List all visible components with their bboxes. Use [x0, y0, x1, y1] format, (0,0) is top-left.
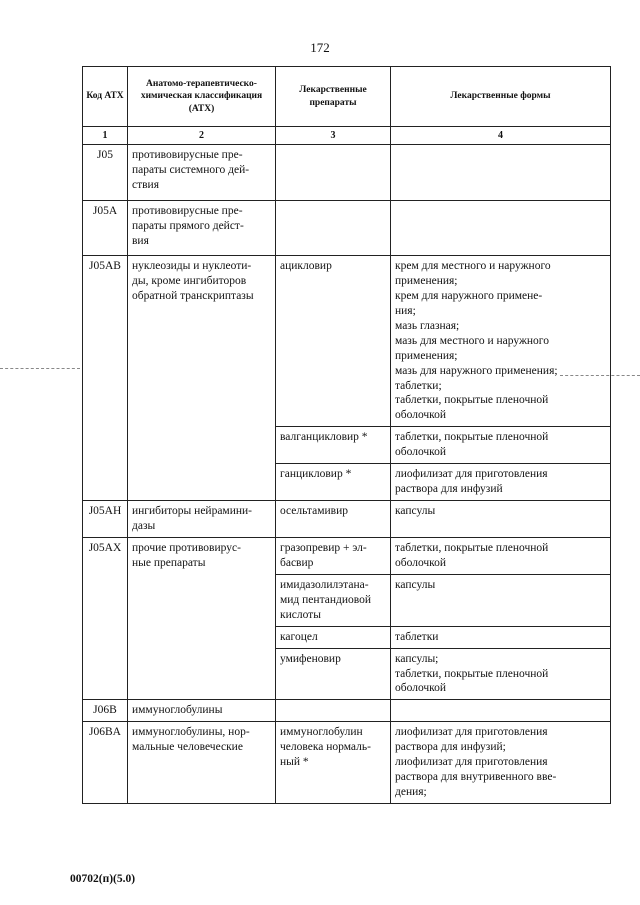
column-number: 3 — [276, 127, 391, 145]
dosage-forms: капсулы — [391, 574, 611, 626]
atx-table — [82, 66, 611, 804]
atx-classification: иммуноглобулины, нор- мальные человеческие — [128, 722, 276, 804]
dosage-forms: таблетки — [391, 626, 611, 648]
dosage-forms: крем для местного и наружного применения; крем для наружного примене- ния; мазь глазная; мазь для местного и наружного применения; мазь для наружного применения; таблетки; таблетки, покрытые пленочной оболочкой — [391, 256, 611, 427]
drug-name: валганцикловир * — [276, 427, 391, 464]
atx-classification: прочие противовирус- ные препараты — [128, 537, 276, 699]
drug-name: ацикловир — [276, 256, 391, 427]
table-row — [83, 700, 611, 722]
drug-name: умифеновир — [276, 648, 391, 700]
drug-name — [276, 201, 391, 256]
column-number: 4 — [391, 127, 611, 145]
dosage-forms: лиофилизат для приготовления раствора для инфузий — [391, 464, 611, 501]
header-forms: Лекарственные формы — [391, 67, 611, 127]
atx-code: J05AX — [83, 537, 128, 699]
scan-artifact-line — [0, 368, 80, 369]
header-row — [83, 67, 611, 127]
atx-classification: противовирусные пре- параты прямого дейст- вия — [128, 201, 276, 256]
dosage-forms: капсулы; таблетки, покрытые пленочной оболочкой — [391, 648, 611, 700]
atx-code: J06B — [83, 700, 128, 722]
drug-name: кагоцел — [276, 626, 391, 648]
drug-name: ганцикловир * — [276, 464, 391, 501]
atx-code: J06BA — [83, 722, 128, 804]
table-row — [83, 256, 611, 427]
drug-name: иммуноглобулин человека нормаль- ный * — [276, 722, 391, 804]
column-number: 2 — [128, 127, 276, 145]
header-code: Код АТХ — [83, 67, 128, 127]
dosage-forms — [391, 201, 611, 256]
atx-code: J05 — [83, 145, 128, 201]
drug-name — [276, 145, 391, 201]
drug-name: имидазолилэтана- мид пентандиовой кислоты — [276, 574, 391, 626]
atx-code: J05AB — [83, 256, 128, 501]
table-row — [83, 201, 611, 256]
page-number: 172 — [310, 40, 330, 55]
dosage-forms: капсулы — [391, 501, 611, 538]
dosage-forms — [391, 700, 611, 722]
table-row — [83, 145, 611, 201]
dosage-forms: таблетки, покрытые пленочной оболочкой — [391, 537, 611, 574]
table-row — [83, 537, 611, 574]
atx-classification: иммуноглобулины — [128, 700, 276, 722]
atx-classification: нуклеозиды и нуклеоти- ды, кроме ингибиторов обратной транскриптазы — [128, 256, 276, 501]
header-classification: Анатомо-терапевтическо-химическая классификация (АТХ) — [128, 67, 276, 127]
header-drugs: Лекарственные препараты — [276, 67, 391, 127]
drug-name — [276, 700, 391, 722]
table-row — [83, 501, 611, 538]
atx-classification: ингибиторы нейрамини- дазы — [128, 501, 276, 538]
dosage-forms — [391, 145, 611, 201]
dosage-forms: лиофилизат для приготовления раствора для инфузий; лиофилизат для приготовления раствора для внутривенного вве- дения; — [391, 722, 611, 804]
atx-classification: противовирусные пре- параты системного дей- ствия — [128, 145, 276, 201]
dosage-forms: таблетки, покрытые пленочной оболочкой — [391, 427, 611, 464]
column-number-row — [83, 127, 611, 145]
atx-code: J05A — [83, 201, 128, 256]
atx-code: J05AH — [83, 501, 128, 538]
drug-name: осельтамивир — [276, 501, 391, 538]
column-number: 1 — [83, 127, 128, 145]
document-code: 00702(п)(5.0) — [70, 873, 136, 885]
drug-name: гразопревир + эл- басвир — [276, 537, 391, 574]
table-row — [83, 722, 611, 804]
